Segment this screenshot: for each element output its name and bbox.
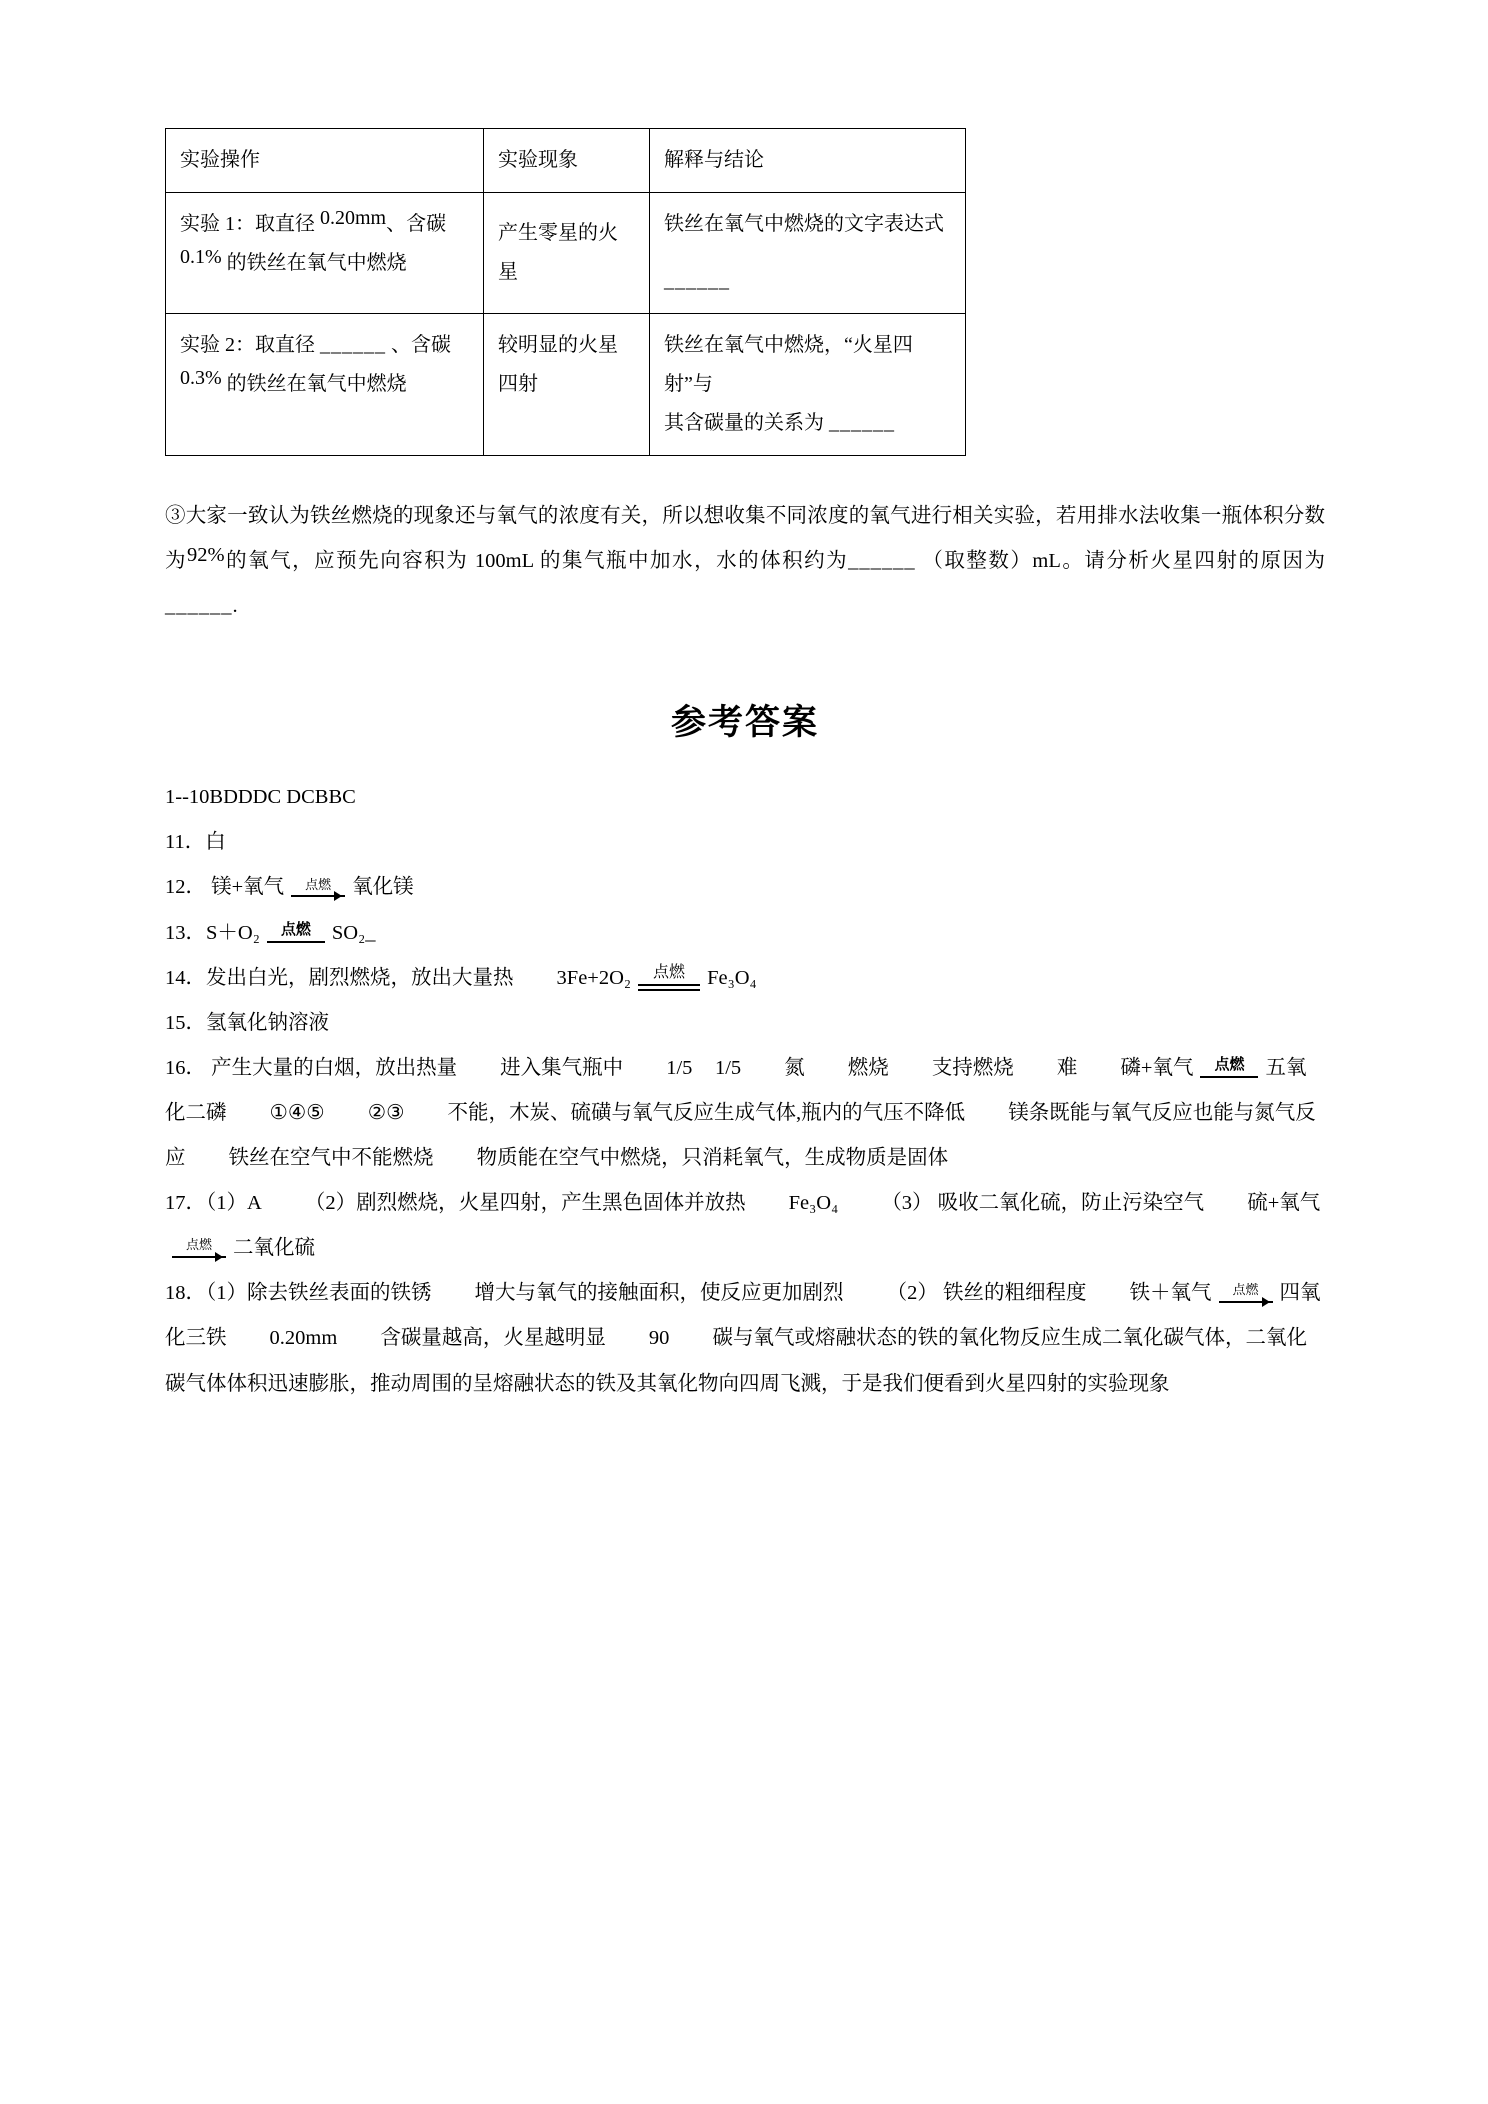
answer-segment: ②③ bbox=[367, 1101, 405, 1124]
formula-text: 五氧化二磷 bbox=[165, 1056, 1307, 1124]
cell-phenomenon-2: 较明显的火星四射 bbox=[484, 314, 650, 456]
formula-text: 四氧化三铁 bbox=[165, 1282, 1321, 1350]
operation-text: 实验 1：取直径 bbox=[180, 213, 315, 235]
answer-11: 11．白 bbox=[165, 831, 226, 854]
answer-segment: 燃烧 bbox=[847, 1056, 889, 1079]
condition-label: 点燃 bbox=[1214, 1057, 1245, 1074]
answer-text: 氧化镁 bbox=[352, 876, 414, 899]
answer-text: 13．S＋O₂ bbox=[165, 921, 260, 944]
cell-conclusion-2 bbox=[650, 314, 966, 456]
formula-text: 硫+氧气 bbox=[1247, 1192, 1321, 1215]
reaction-condition-arrow bbox=[172, 1237, 226, 1257]
answer-segment: 16． 产生大量的白烟，放出热量 bbox=[165, 1056, 458, 1079]
diameter-value: 0.20mm bbox=[320, 207, 387, 229]
answer-18 bbox=[165, 1271, 1325, 1406]
question-text: ③大家一致认为铁丝燃烧的现象还与氧气的浓度有关，所以想收集不同浓度的氧气进行相关实验，若用排水法收集一瓶体积分数为 bbox=[165, 505, 1325, 573]
reaction-line-icon bbox=[267, 941, 325, 943]
answer-15: 15．氢氧化钠溶液 bbox=[165, 1011, 329, 1034]
col-header-phenomenon: 实验现象 bbox=[484, 129, 650, 193]
experiment-table bbox=[165, 128, 966, 456]
cell-phenomenon-1: 产生零星的火星 bbox=[484, 193, 650, 314]
trailing-underscore: _ bbox=[365, 921, 376, 944]
fill-in-blank: ______ bbox=[664, 270, 730, 292]
answer-segment: 支持燃烧 bbox=[931, 1056, 1014, 1079]
answer-13 bbox=[165, 911, 1325, 956]
cell-conclusion-1 bbox=[650, 193, 966, 314]
answer-17 bbox=[165, 1181, 1325, 1271]
answer-16 bbox=[165, 1046, 1325, 1181]
answer-segment: 碳与氧气或熔融状态的铁的氧化物反应生成二氧化碳气体，二氧化碳气体体积迅速膨胀，推动周围的呈熔融状态的铁及其氧化物向四周飞溅，于是我们便看到火星四射的实验现象 bbox=[165, 1327, 1307, 1395]
answer-segment: 含碳量越高，火星越明显 bbox=[380, 1327, 606, 1350]
conclusion-text: 铁丝在氧气中燃烧的文字表达式 bbox=[664, 213, 944, 235]
condition-label: 点燃 bbox=[1232, 1282, 1259, 1298]
reaction-condition-arrow bbox=[291, 877, 345, 897]
operation-text: 、含碳 bbox=[391, 334, 451, 356]
answer-text: SO₂ bbox=[331, 921, 366, 944]
operation-text: 实验 2：取直径 bbox=[180, 334, 315, 356]
reaction-condition-line bbox=[267, 921, 325, 943]
answer-segment: 增大与氧气的接触面积，使反应更加剧烈 bbox=[474, 1282, 844, 1305]
carbon-value: 0.1% bbox=[180, 246, 222, 268]
formula-text: 磷+氧气 bbox=[1120, 1056, 1194, 1079]
question-text: （取整数）mL。请分析火星四射的原因为 bbox=[922, 550, 1325, 573]
formula-text: Fe₃O₄ bbox=[707, 966, 757, 989]
answer-segment: 0.20mm bbox=[269, 1327, 338, 1350]
condition-label: 点燃 bbox=[280, 921, 311, 938]
condition-label: 点燃 bbox=[653, 963, 686, 981]
conclusion-text-line2 bbox=[664, 404, 951, 443]
question-text: 的氧气，应预先向容积为 100mL 的集气瓶中加水，水的体积约为 bbox=[224, 550, 849, 573]
condition-label: 点燃 bbox=[185, 1237, 212, 1253]
answer-14 bbox=[165, 956, 1325, 1001]
table-header-row bbox=[166, 129, 966, 193]
question-3-paragraph bbox=[165, 494, 1325, 629]
col-header-operation: 实验操作 bbox=[166, 129, 484, 193]
conclusion-text: 其含碳量的关系为 bbox=[664, 412, 824, 434]
answer-segment: 物质能在空气中燃烧，只消耗氧气，生成物质是固体 bbox=[476, 1147, 949, 1170]
answer-segment: 1/5 bbox=[714, 1056, 742, 1079]
answer-segment: 不能，木炭、硫磺与氧气反应生成气体,瓶内的气压不降低 bbox=[447, 1101, 966, 1124]
answer-segment: 难 bbox=[1056, 1056, 1078, 1079]
reaction-condition-line bbox=[1200, 1056, 1258, 1078]
col-header-conclusion: 解释与结论 bbox=[650, 129, 966, 193]
formula-text: 铁＋氧气 bbox=[1129, 1282, 1212, 1305]
reaction-arrow-icon bbox=[1219, 1301, 1273, 1303]
answer-segment: （3） 吸收二氧化硫，防止污染空气 bbox=[881, 1192, 1205, 1215]
answers-heading: 参考答案 bbox=[670, 703, 819, 743]
cell-operation-1 bbox=[166, 193, 484, 314]
fill-in-blank: ______ bbox=[320, 334, 386, 356]
answer-segment: 氮 bbox=[784, 1056, 805, 1079]
carbon-value: 0.3% bbox=[180, 367, 222, 389]
conclusion-blank-line bbox=[664, 262, 951, 301]
answer-12 bbox=[165, 865, 1325, 910]
answer-text: 12． 镁+氧气 bbox=[165, 876, 285, 899]
fill-in-blank: ______ bbox=[848, 550, 916, 573]
reaction-condition-equals bbox=[638, 963, 700, 991]
answer-choices-1-10: 1--10BDDDC DCBBC bbox=[165, 786, 356, 809]
answer-segment: 铁丝在空气中不能燃烧 bbox=[228, 1147, 434, 1170]
reaction-arrow-icon bbox=[291, 895, 345, 897]
operation-text: 的铁丝在氧气中燃烧 bbox=[226, 252, 407, 274]
table-row-experiment-1 bbox=[166, 193, 966, 314]
reaction-line-icon bbox=[1200, 1076, 1258, 1078]
fill-in-blank: ______ bbox=[829, 412, 895, 434]
oxygen-percent-value: 92% bbox=[187, 544, 225, 567]
operation-text: 的铁丝在氧气中燃烧 bbox=[226, 373, 407, 395]
cell-operation-2 bbox=[166, 314, 484, 456]
answer-segment: ①④⑤ bbox=[269, 1101, 325, 1124]
reaction-equals-icon bbox=[638, 984, 700, 991]
answer-segment: 镁条既能与氧气反应也能与氮气反应 bbox=[165, 1101, 1316, 1170]
question-text: . bbox=[232, 595, 238, 618]
reaction-condition-arrow bbox=[1219, 1282, 1273, 1302]
formula-text: 3Fe+2O₂ bbox=[556, 966, 632, 989]
table-row-experiment-2 bbox=[166, 314, 966, 456]
answer-segment: 18．（1）除去铁丝表面的铁锈 bbox=[165, 1282, 432, 1305]
answer-text: 14．发出白光，剧烈燃烧，放出大量热 bbox=[165, 966, 514, 989]
formula-text: 二氧化硫 bbox=[233, 1237, 315, 1260]
condition-label: 点燃 bbox=[305, 876, 332, 892]
answer-segment: 17．（1）A bbox=[165, 1192, 262, 1215]
operation-text: 、含碳 bbox=[386, 213, 447, 235]
answer-segment: 进入集气瓶中 bbox=[500, 1056, 624, 1079]
answer-segment: 90 bbox=[648, 1327, 670, 1350]
answer-segment: 1/5 bbox=[666, 1056, 693, 1079]
reaction-arrow-icon bbox=[172, 1256, 226, 1258]
answer-segment: Fe₃O₄ bbox=[788, 1192, 839, 1215]
answer-segment: （2）剧烈燃烧，火星四射，产生黑色固体并放热 bbox=[304, 1192, 746, 1215]
conclusion-text: 铁丝在氧气中燃烧，“火星四射”与 bbox=[664, 334, 913, 395]
fill-in-blank: ______ bbox=[165, 595, 233, 618]
answer-segment: （2） 铁丝的粗细程度 bbox=[886, 1282, 1087, 1305]
